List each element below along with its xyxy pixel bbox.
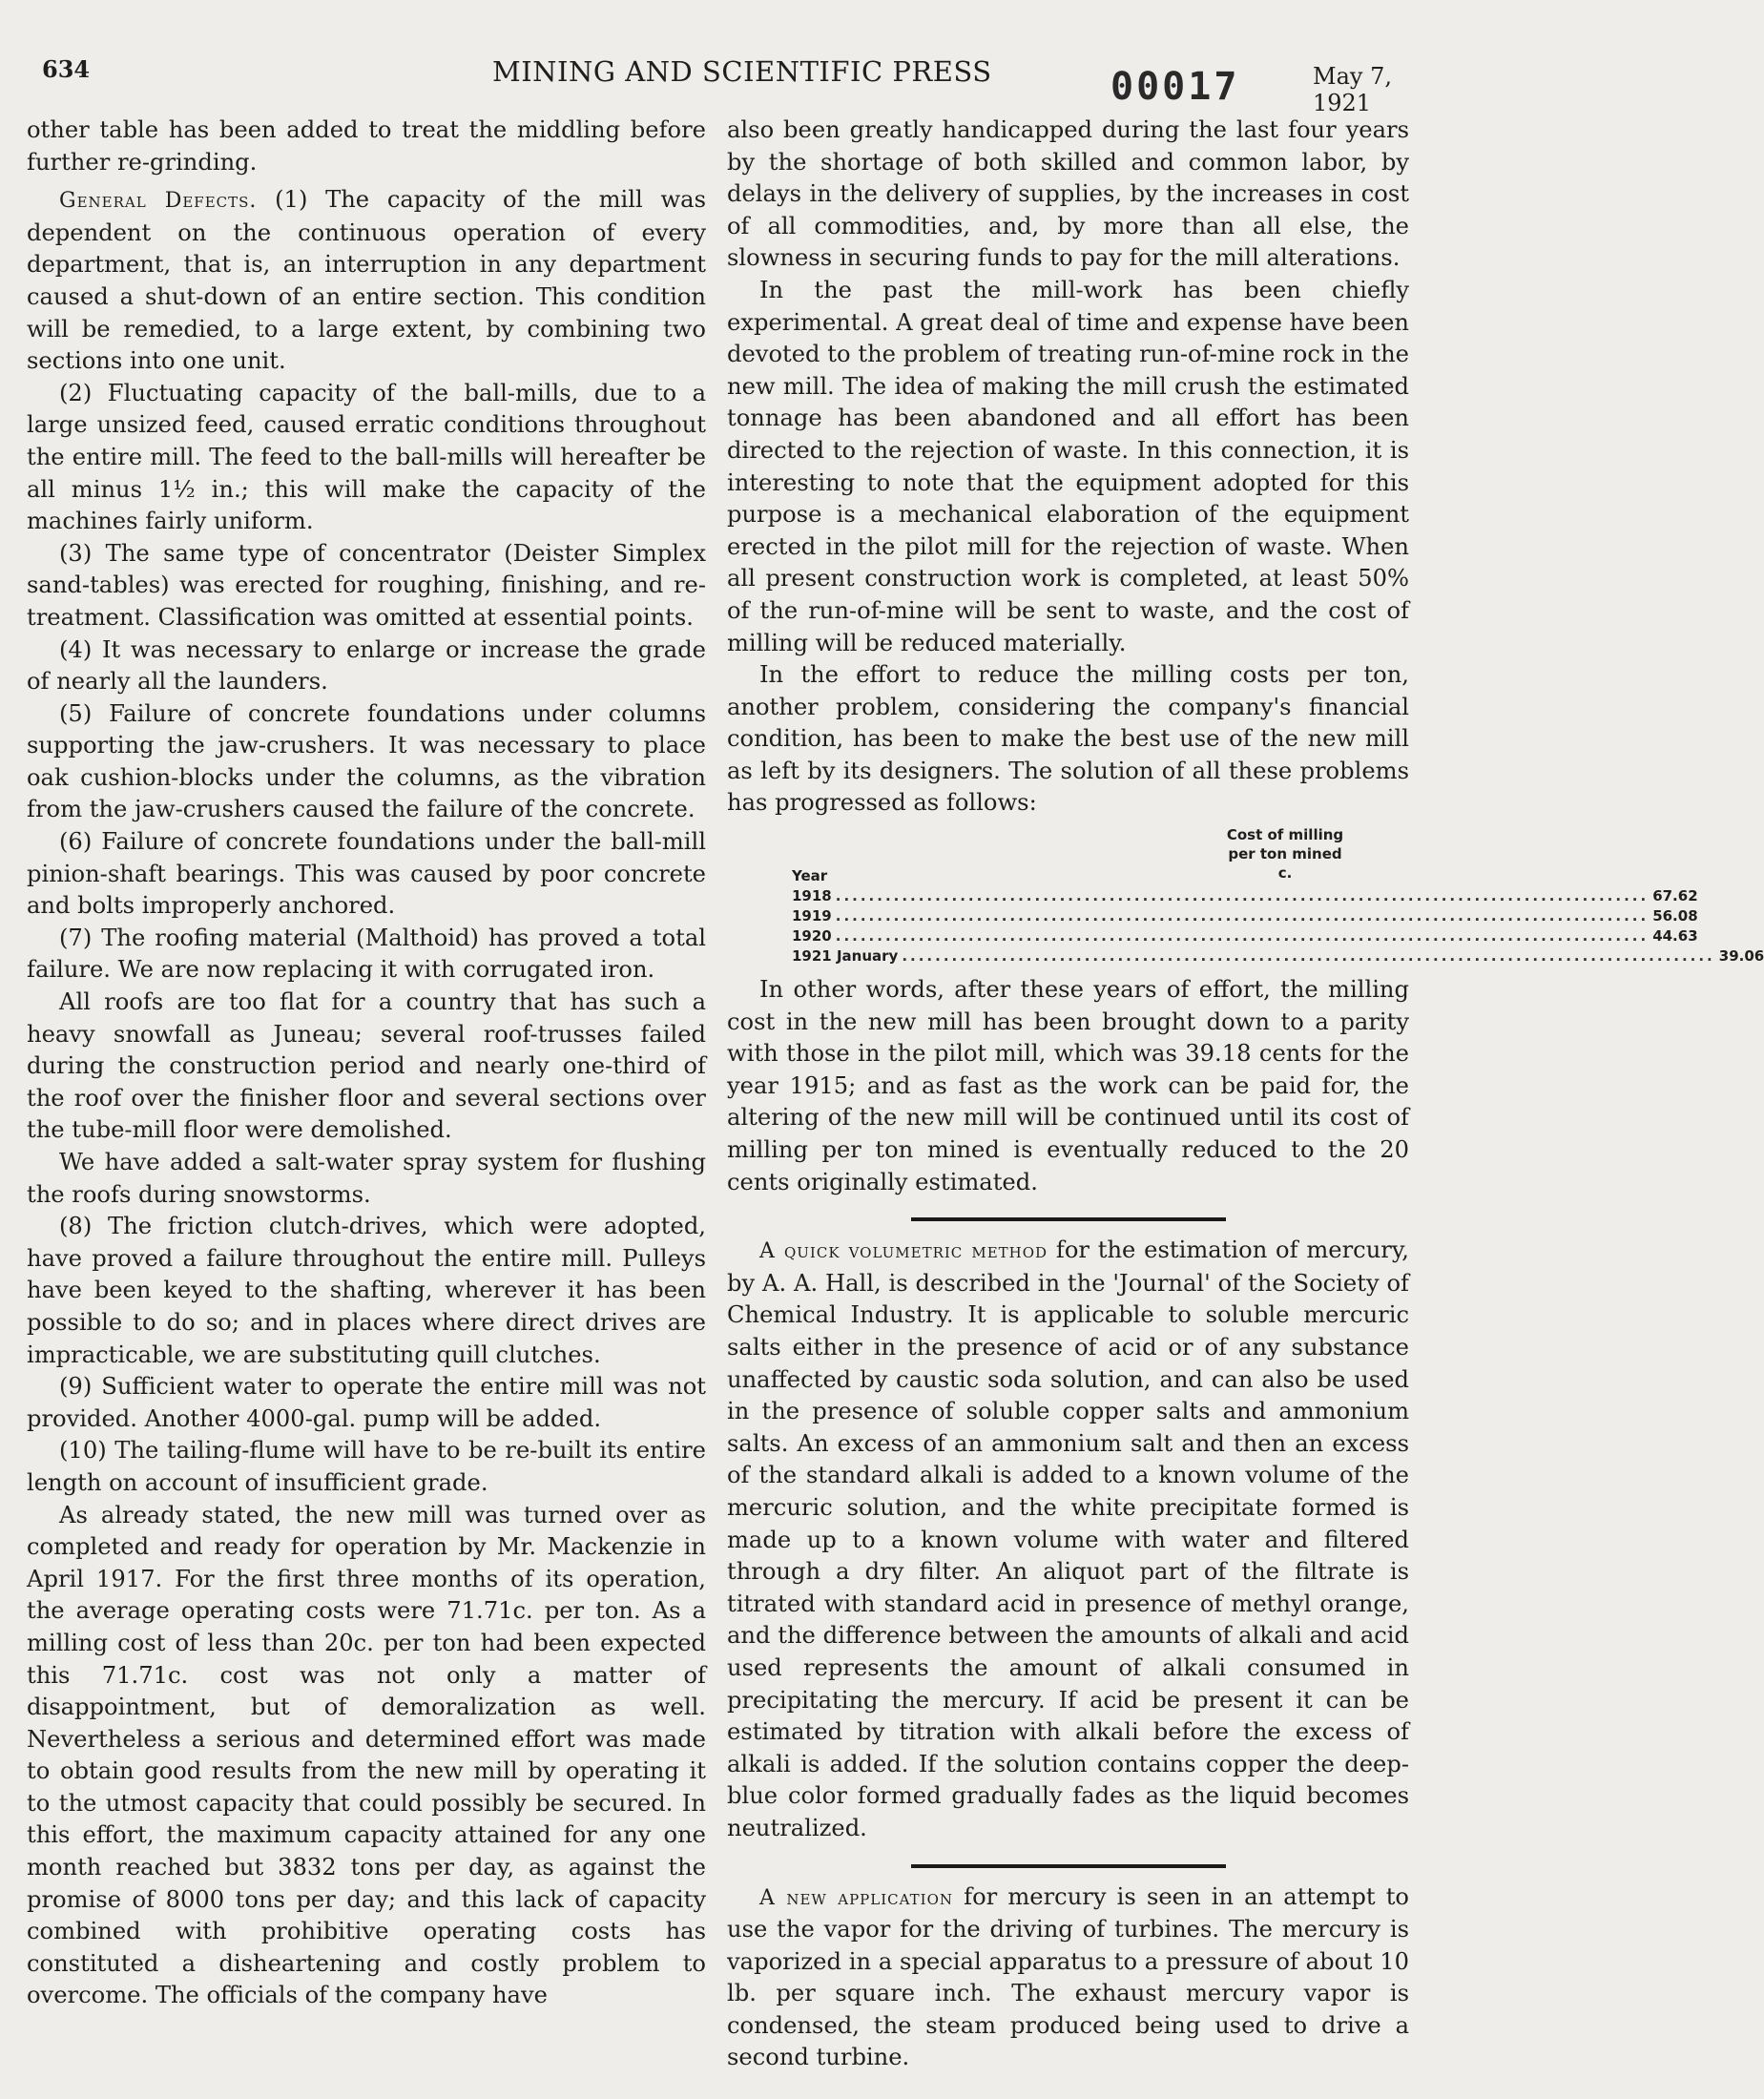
column-header-cost-unit: c. bbox=[1277, 864, 1293, 883]
section-lead: General Defects. bbox=[59, 189, 258, 214]
paragraph: (2) Fluctuating capacity of the ball-mills, due to a large unsized feed, caused erratic conditions throughout the entire mill. The feed to the ball-mills will hereafter be all minus 1½ in.; this will make the capacity of the machines fairly uniform. bbox=[27, 379, 706, 535]
paragraph: also been greatly handicapped during the last four years by the shortage of both skilled and common labor, by delays in the delivery of supplies, by the increases in cost of all commodities, and, by more than all else, the slowness in securing funds to pay for the mill alterations. bbox=[727, 116, 1409, 272]
section-divider bbox=[911, 1217, 1226, 1221]
table-row bbox=[784, 906, 1698, 926]
paragraph-text: for the estimation of mercury, by A. A. Hall, is described in the 'Journal' of the Society of Chemical Industry. It is applicable to soluble mercuric salts either in the presence of acid or of any substance unaffected by caustic soda solution, and can also be used in the presence of soluble copper salts and ammonium salts. An excess of an ammonium salt and then an excess of the standard alkali is added to a known volume of the mercuric solution, and the white precipitate formed is made up to a known volume with water and filtered through a dry filter. An aliquot part of the filtrate is titrated with standard acid in presence of methyl orange, and the difference between the amounts of alkali and acid used represents the amount of alkali consumed in precipitating the mercury. If acid be present it can be estimated by titration with alkali before the excess of alkali is added. If the solution contains copper the deep-blue color formed gradually fades as the liquid becomes neutralized. bbox=[727, 1237, 1409, 1841]
archive-stamp: 00017 bbox=[1110, 65, 1240, 109]
table-row bbox=[784, 926, 1698, 946]
right-column bbox=[727, 114, 1764, 2074]
row-year: 1921 January bbox=[792, 947, 899, 966]
paragraph: All roofs are too flat for a country that has such a heavy snowfall as Juneau; several roof-trusses failed during the construction period and nearly one-third of the roof over the finisher floor and several sections over the tube-mill floor were demolished. bbox=[27, 988, 706, 1144]
paragraph: (7) The roofing material (Malthoid) has proved a total failure. We are now replacing it with corrugated iron. bbox=[27, 924, 706, 984]
table-row bbox=[784, 886, 1698, 906]
paragraph: (9) Sufficient water to operate the entire mill was not provided. Another 4000-gal. pump will be added. bbox=[27, 1373, 706, 1432]
leader-dots: .................................................................................................. bbox=[835, 887, 1650, 905]
paragraph: We have added a salt-water spray system for flushing the roofs during snowstorms. bbox=[27, 1149, 706, 1208]
paragraph: (3) The same type of concentrator (Deister Simplex sand-tables) was erected for roughing, finishing, and re-treatment. Classification was omitted at essential points. bbox=[27, 539, 706, 631]
paragraph: (4) It was necessary to enlarge or increase the grade of nearly all the launders. bbox=[27, 635, 706, 696]
issue-date: May 7, 1921 bbox=[1313, 63, 1392, 116]
left-column bbox=[27, 114, 706, 2012]
page-header bbox=[34, 55, 1427, 116]
paragraph: other table has been added to treat the middling before further re-grinding. bbox=[27, 116, 706, 176]
row-year: 1919 bbox=[792, 907, 832, 925]
table-row bbox=[784, 946, 1764, 966]
paragraph: (5) Failure of concrete foundations under columns supporting the jaw-crushers. It was necessary to place oak cushion-blocks under the columns, as the vibration from the jaw-crushers caused the failure of the concrete. bbox=[27, 699, 706, 823]
column-header-cost-line2: per ton mined bbox=[1228, 845, 1342, 863]
row-cost: 39.06 bbox=[1718, 947, 1764, 966]
paragraph: (8) The friction clutch-drives, which were adopted, have proved a failure throughout the entire mill. Pulleys have been keyed to the shafting, wherever it has been possible to do so; and in places where direct drives are impracticable, we are substituting quill clutches. bbox=[27, 1213, 706, 1368]
row-year: 1920 bbox=[792, 927, 832, 946]
paragraph: In the effort to reduce the milling costs per ton, another problem, considering the company's financial condition, has been to make the best use of the new mill as left by its designers. The solution of all these problems has progressed as follows: bbox=[727, 661, 1409, 817]
row-cost: 67.62 bbox=[1652, 887, 1698, 905]
leader-dots: .................................................................................................. bbox=[902, 947, 1715, 966]
row-cost: 44.63 bbox=[1652, 927, 1698, 946]
journal-title: MINING AND SCIENTIFIC PRESS bbox=[492, 55, 992, 88]
paragraph: In other words, after these years of effort, the milling cost in the new mill has been brought down to a parity with those in the pilot mill, which was 39.18 cents for the year 1915; and as fast as the work can be paid for, the altering of the new mill will be continued until its cost of milling per ton mined is eventually reduced to the 20 cents originally estimated. bbox=[727, 976, 1409, 1195]
paragraph: In the past the mill-work has been chiefly experimental. A great deal of time and expense have been devoted to the problem of treating run-of-mine rock in the new mill. The idea of making the mill crush the estimated tonnage has been abandoned and all effort has been directed to the rejection of waste. In this connection, it is interesting to note that the equipment adopted for this purpose is a mechanical elaboration of the equipment erected in the pilot mill for the rejection of waste. When all present construction work is completed, at least 50% of the run-of-mine will be sent to waste, and the cost of milling will be reduced materially. bbox=[727, 276, 1409, 656]
leader-dots: .................................................................................................. bbox=[835, 927, 1650, 946]
paragraph: (10) The tailing-flume will have to be re-built its entire length on account of insufficient grade. bbox=[27, 1437, 706, 1496]
section-lead: A new application bbox=[759, 1885, 954, 1910]
paragraph-general-defects bbox=[27, 184, 706, 378]
paragraph-volumetric-method bbox=[727, 1235, 1409, 1844]
paragraph-new-application bbox=[727, 1881, 1409, 2075]
section-lead: A quick volumetric method bbox=[759, 1239, 1048, 1264]
section-divider bbox=[911, 1864, 1226, 1868]
paragraph-text: for mercury is seen in an attempt to use the vapor for the driving of turbines. The mercury is vaporized in a special apparatus to a pressure of about 10 lb. per square inch. The exhaust mercury vapor is condensed, the steam produced being used to drive a second turbine. bbox=[727, 1882, 1409, 2071]
paragraph: (6) Failure of concrete foundations under the ball-mill pinion-shaft bearings. This was caused by poor concrete and bolts improperly anchored. bbox=[27, 828, 706, 920]
paragraph-text: (1) The capacity of the mill was dependent on the continuous operation of every department, that is, an interruption in any department caused a shut-down of an entire section. This condition will be remedied, to a large extent, by combining two sections into one unit. bbox=[27, 186, 706, 375]
milling-cost-table bbox=[784, 825, 1764, 966]
page-number: 634 bbox=[42, 55, 91, 83]
column-header-cost-line1: Cost of milling bbox=[1226, 826, 1344, 844]
row-cost: 56.08 bbox=[1652, 907, 1698, 925]
table-header bbox=[784, 825, 1357, 886]
column-header-cost bbox=[1214, 825, 1357, 883]
column-header-year: Year bbox=[792, 867, 828, 885]
leader-dots: .................................................................................................. bbox=[835, 907, 1650, 925]
row-year: 1918 bbox=[792, 887, 832, 905]
paragraph: As already stated, the new mill was turned over as completed and ready for operation by Mr. Mackenzie in April 1917. For the first three months of its operation, the average operating costs were 71.71c. per ton. As a milling cost of less than 20c. per ton had been expected this 71.71c. cost was not only a matter of disappointment, but of demoralization as well. Nevertheless a serious and determined effort was made to obtain good results from the new mill by operating it to the utmost capacity that could possibly be secured. In this effort, the maximum capacity attained for any one month reached but 3832 tons per day, as against the promise of 8000 tons per day; and this lack of capacity combined with prohibitive operating costs has constituted a disheartening and costly problem to overcome. The officials of the company have bbox=[27, 1501, 706, 2009]
